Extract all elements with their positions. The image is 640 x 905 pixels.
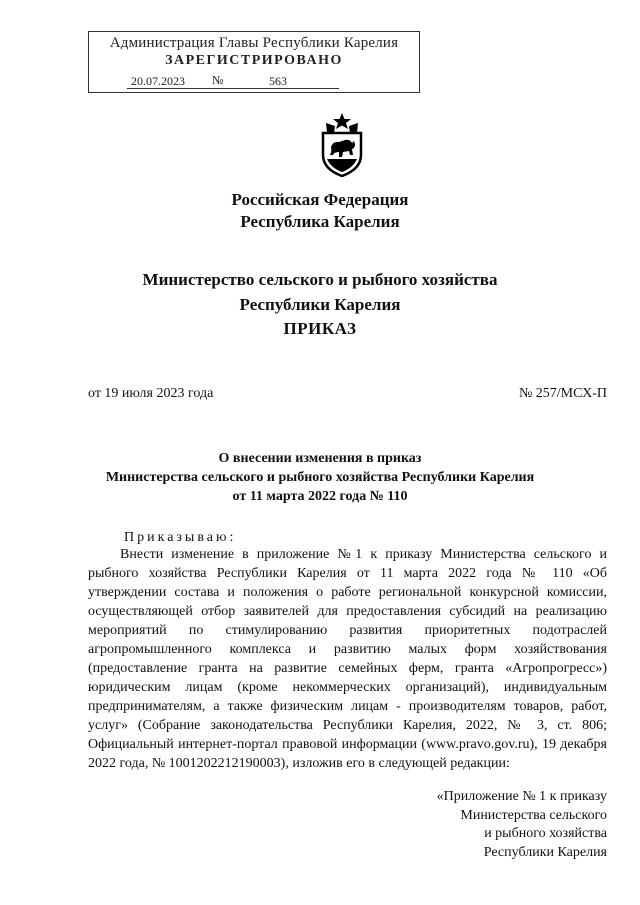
title-line: О внесении изменения в приказ [218, 451, 422, 466]
stamp-number: 563 [269, 74, 287, 88]
stamp-underline [127, 88, 339, 89]
directive-word: Приказываю: [124, 530, 237, 545]
appendix-line: Республики Карелия [483, 844, 607, 860]
stamp-number-label: № [212, 73, 224, 87]
registration-stamp [88, 31, 420, 93]
stamp-authority: Администрация Главы Республики Карелия [109, 35, 399, 51]
appendix-line: и рыбного хозяйства [484, 826, 607, 841]
body-paragraph: Внести изменение в приложение №1 к приказу Министерства сельского и рыбного хозяйства Республики Карелия от 11 марта 2022 года № 110 «Об утверждении состава и положения о работе региональной конкурсной комиссии, осуществляющей отбор заявителей для предоставления субсидий на реализацию мероприятий по стимулированию развития приоритетных подотраслей агропромышленного комплекса и развитию малых форм хозяйствования (предоставление гранта на развитие семейных ферм, гранта «Агропрогресс») юридическим лицам (кроме некоммерческих организаций), индивидуальным предпринимателям, а также физическим лицам - производителям товаров, работ, услуг» (Собрание законодательства Республики Карелия, 2022, № 3, ст. 806; Официальный интернет-портал правовой информации (www.pravo.gov.ru), 19 декабря 2022 года, № 1001202212190003), изложив его в следующей редакции: [88, 547, 607, 771]
header-ministry: Министерство сельского и рыбного хозяйства [142, 270, 498, 289]
appendix-line: Министерства сельского [460, 807, 607, 823]
header-ministry-republic: Республики Карелия [239, 295, 401, 314]
appendix-header [437, 788, 607, 862]
title-line: Министерства сельского и рыбного хозяйства Республики Карелия [105, 470, 535, 485]
karelia-coat-of-arms-icon [317, 113, 367, 177]
header-federation: Российская Федерация [231, 190, 409, 209]
order-date: от 19 июля 2023 года [88, 386, 214, 401]
title-line: от 11 марта 2022 года № 110 [232, 489, 408, 504]
order-number: № 257/МСХ-П [518, 386, 607, 401]
header-republic: Республика Карелия [240, 212, 400, 231]
stamp-registered: ЗАРЕГИСТРИРОВАНО [165, 53, 343, 68]
document-type: ПРИКАЗ [283, 319, 357, 338]
appendix-line: «Приложение № 1 к приказу [436, 789, 607, 804]
stamp-date: 20.07.2023 [131, 74, 185, 88]
